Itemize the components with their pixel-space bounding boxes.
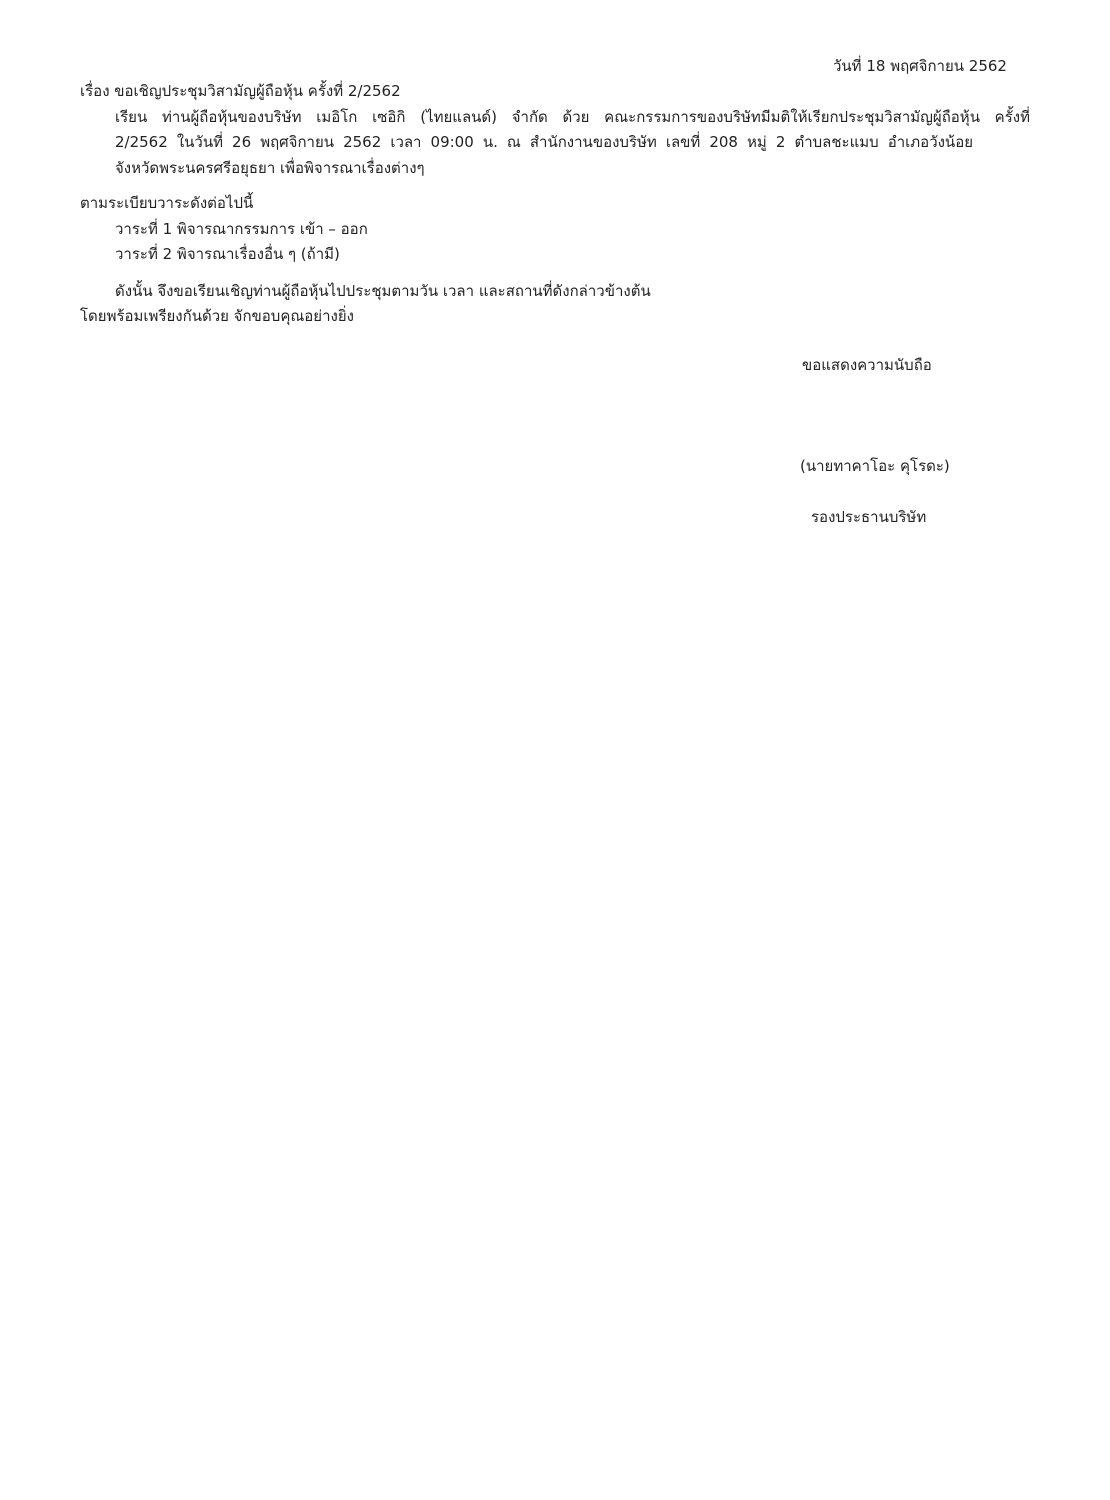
agenda-intro: ตามระเบียบวาระดังต่อไปนี้	[80, 194, 254, 212]
closing-line-1: ดังนั้น จึงขอเรียนเชิญท่านผู้ถือหุ้นไปประชุมตามวัน เวลา และสถานที่ดังกล่าวข้างต้น	[115, 282, 651, 300]
body-line-2: 2/2562 ในวันที่ 26 พฤศจิกายน 2562 เวลา 09:00 น. ณ สำนักงานของบริษัท เลขที่ 208 หมู่ 2 ตำบลชะแมบ อำเภอวังน้อย	[115, 133, 973, 151]
regards: ขอแสดงความนับถือ	[802, 356, 932, 374]
body-line-3: จังหวัดพระนครศรีอยุธยา เพื่อพิจารณาเรื่องต่างๆ	[115, 159, 425, 177]
closing-line-2: โดยพร้อมเพรียงกันด้วย จักขอบคุณอย่างยิ่ง	[80, 307, 354, 325]
letter-date: วันที่ 18 พฤศจิกายน 2562	[833, 57, 1007, 75]
agenda-item: วาระที่ 2 พิจารณาเรื่องอื่น ๆ (ถ้ามี)	[115, 245, 340, 263]
agenda-item: วาระที่ 1 พิจารณากรรมการ เข้า – ออก	[115, 220, 368, 238]
signer-title: รองประธานบริษัท	[811, 508, 927, 526]
signer-name: (นายทาคาโอะ คุโรดะ)	[800, 457, 950, 475]
body-line-1: เรียน ท่านผู้ถือหุ้นของบริษัท เมอิโก เซอิกิ (ไทยแลนด์) จำกัด ด้วย คณะกรรมการของบริษัทมีมติให้เรียกประชุมวิสามัญผู้ถือหุ้น ครั้งที่	[115, 108, 1030, 126]
letter-subject: เรื่อง ขอเชิญประชุมวิสามัญผู้ถือหุ้น ครั้งที่ 2/2562	[80, 82, 401, 100]
